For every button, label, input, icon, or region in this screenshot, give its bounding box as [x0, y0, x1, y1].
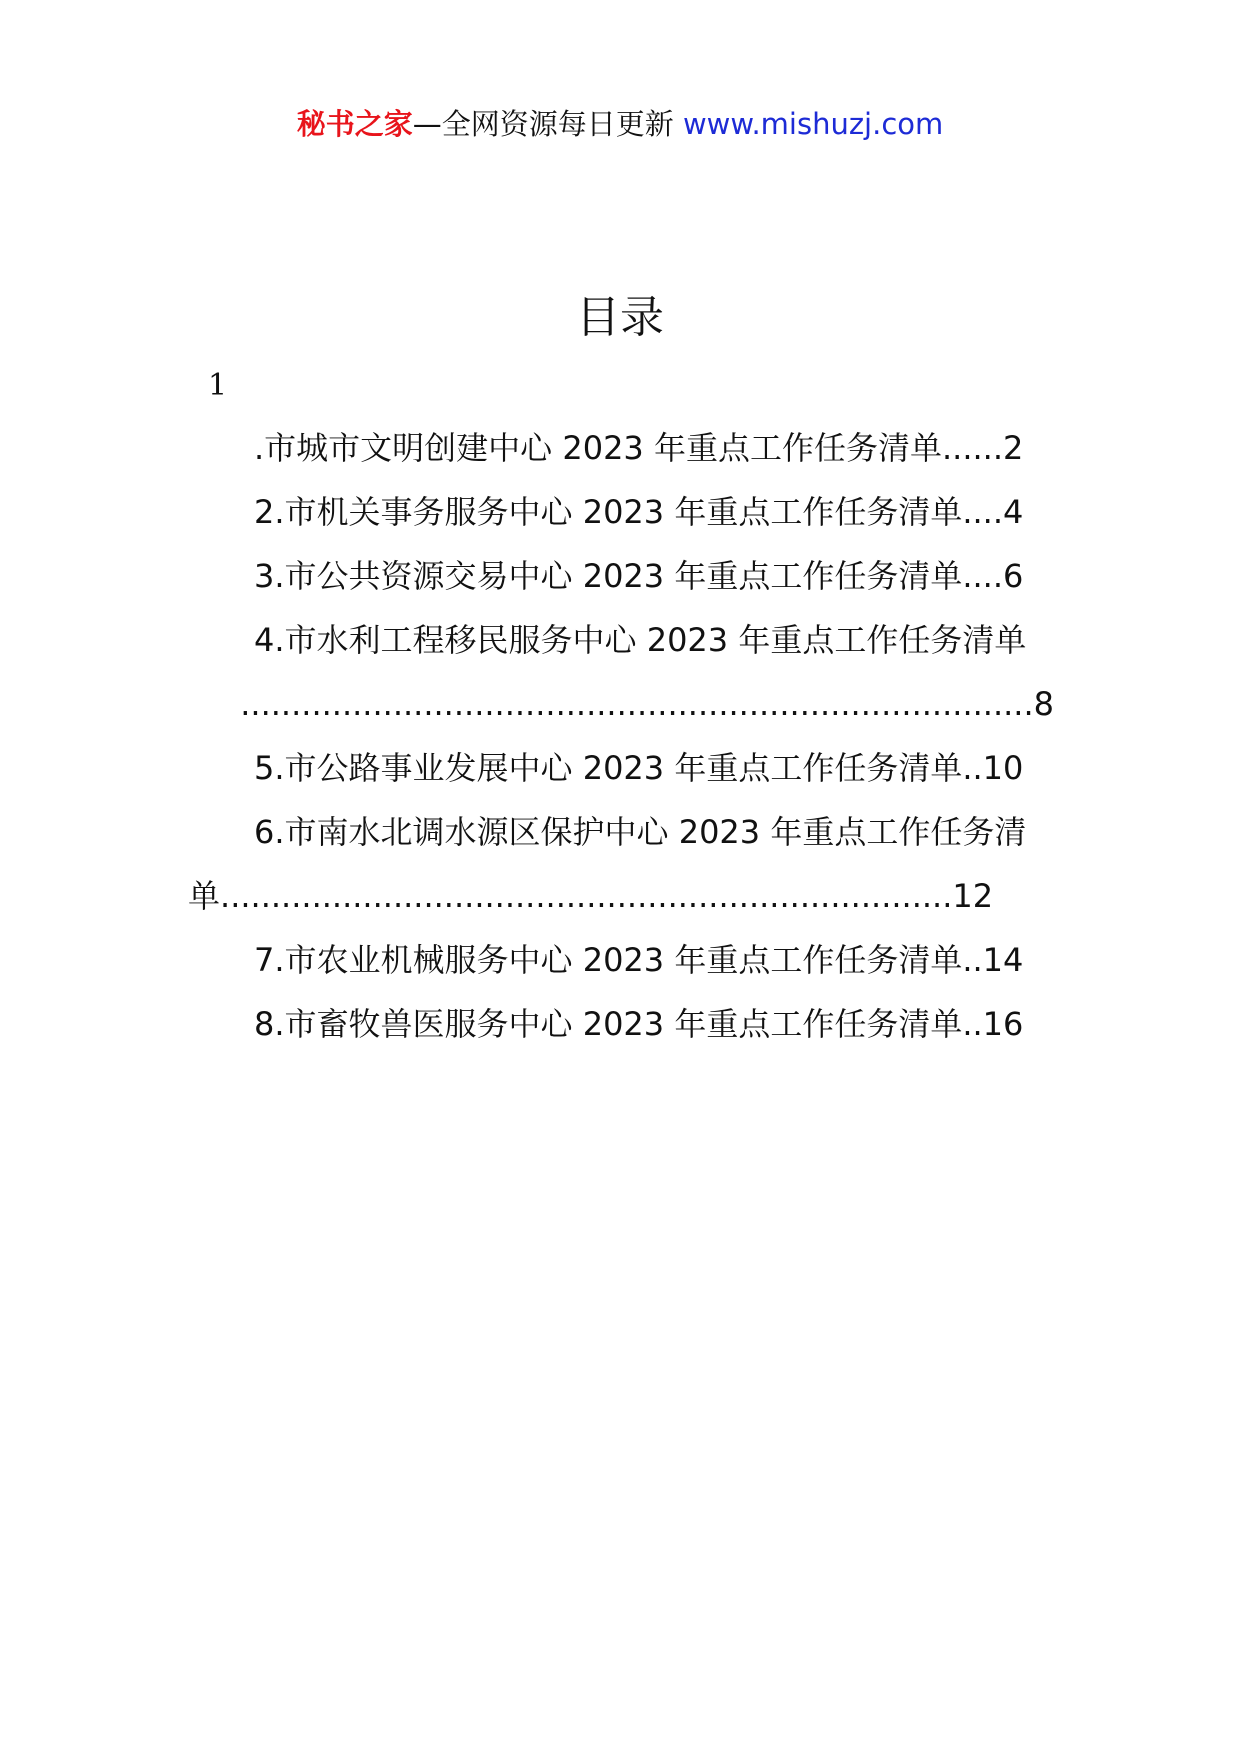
- toc-entry-label: 5.市公路事业发展中心 2023 年重点工作任务清单: [254, 749, 963, 787]
- toc-entry-label: 2.市机关事务服务中心 2023 年重点工作任务清单: [254, 493, 963, 531]
- toc-entry-1[interactable]: [188, 426, 1054, 470]
- toc-entry-4-continuation[interactable]: [188, 682, 1054, 726]
- toc-leader-dots: ........................................................................: [220, 877, 953, 915]
- toc-entry-label: 7.市农业机械服务中心 2023 年重点工作任务清单: [254, 941, 963, 979]
- toc-page-number: 16: [982, 1005, 1024, 1043]
- toc-entry-2[interactable]: [188, 490, 1054, 534]
- toc-leader-dots: ......: [941, 429, 1003, 467]
- toc-entry-4[interactable]: [188, 618, 1054, 662]
- toc-entry-label: 6.市南水北调水源区保护中心 2023 年重点工作任务清: [254, 813, 1027, 851]
- toc-page-number: 4: [1003, 493, 1024, 531]
- toc-leader-dots: ..: [962, 749, 983, 787]
- header-slogan: —全网资源每日更新: [412, 107, 683, 141]
- toc-entry-label: 单: [188, 877, 221, 915]
- toc-leader-dots: ....: [962, 493, 1004, 531]
- toc-leader-dots: ..............................................................................: [240, 685, 1034, 723]
- toc-entry-label: .市城市文明创建中心 2023 年重点工作任务清单: [254, 429, 942, 467]
- toc-leader-dots: ....: [962, 557, 1004, 595]
- toc-entry-7[interactable]: [188, 938, 1054, 982]
- site-url-link[interactable]: www.mishuzj.com: [682, 107, 944, 141]
- toc-entry-6[interactable]: [188, 810, 1054, 854]
- stray-number: 1: [208, 368, 228, 403]
- site-header: [0, 100, 1240, 148]
- toc-entry-8[interactable]: [188, 1002, 1054, 1046]
- toc-entry-label: 3.市公共资源交易中心 2023 年重点工作任务清单: [254, 557, 963, 595]
- brand-name: 秘书之家: [296, 107, 413, 141]
- toc-entry-label: 4.市水利工程移民服务中心 2023 年重点工作任务清单: [254, 621, 1027, 659]
- toc-page-number: 14: [982, 941, 1024, 979]
- toc-page-number: 6: [1003, 557, 1024, 595]
- toc-page-number: 2: [1003, 429, 1024, 467]
- toc-page-number: 12: [952, 877, 994, 915]
- toc-entry-6-continuation[interactable]: [188, 874, 1054, 918]
- toc-leader-dots: ..: [962, 941, 983, 979]
- toc-page-number: 10: [982, 749, 1024, 787]
- toc-entry-3[interactable]: [188, 554, 1054, 598]
- toc-entry-label: 8.市畜牧兽医服务中心 2023 年重点工作任务清单: [254, 1005, 963, 1043]
- toc-leader-dots: ..: [962, 1005, 983, 1043]
- toc-page-number: 8: [1033, 685, 1054, 723]
- toc-entry-5[interactable]: [188, 746, 1054, 790]
- toc-title: 目录: [576, 292, 664, 343]
